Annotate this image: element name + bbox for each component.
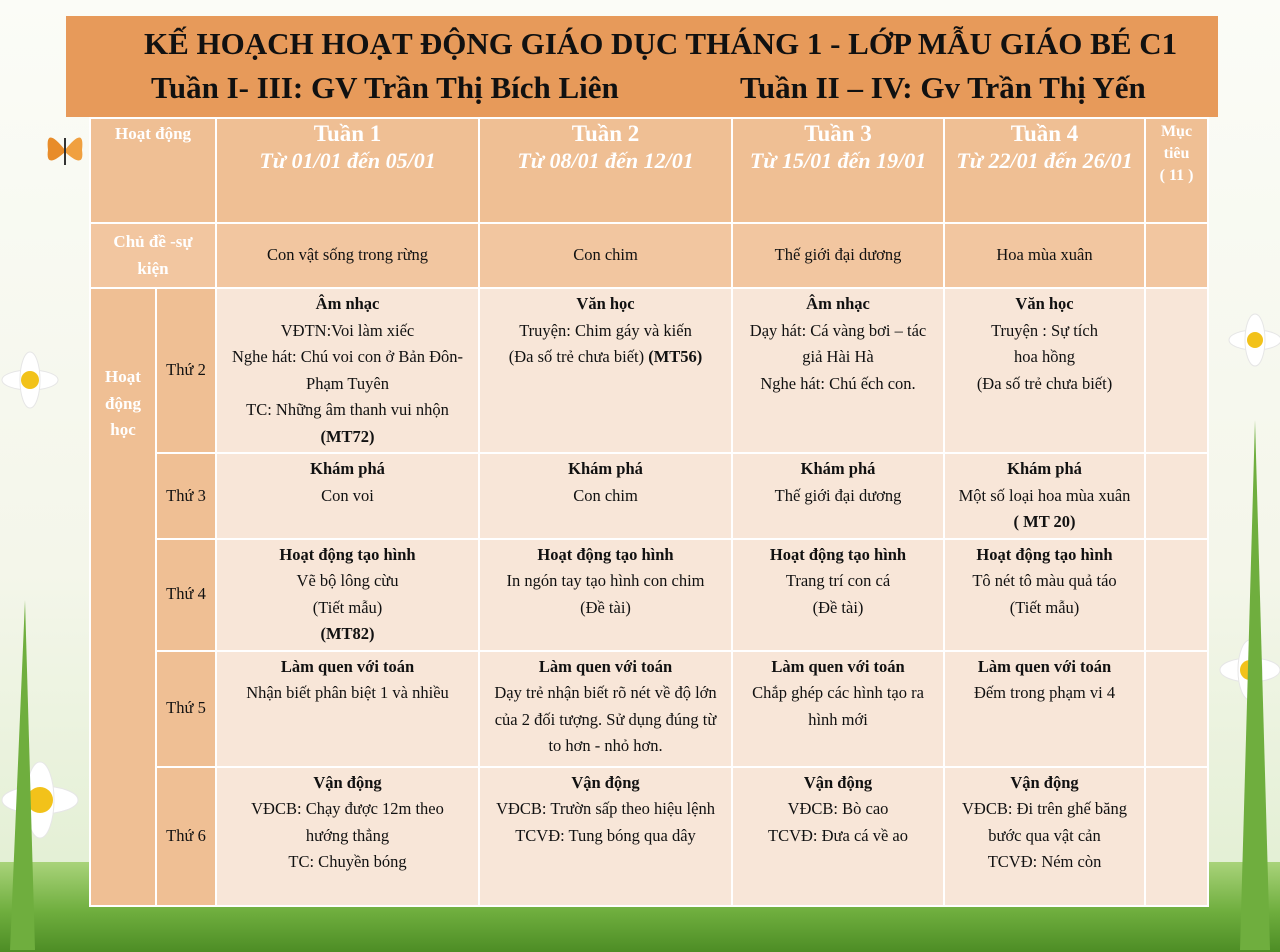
activity-line: Nghe hát: Chú voi con ở Bản Đôn- xyxy=(232,347,463,366)
activity-plan-table xyxy=(89,117,1209,907)
activity-cell xyxy=(216,539,479,651)
activity-line: TC: Những âm thanh vui nhộn xyxy=(246,400,449,419)
activity-line: Vẽ bộ lông cừu xyxy=(296,571,399,590)
group-label-line: Hoạt xyxy=(105,367,141,386)
activity-cell xyxy=(479,767,732,906)
activity-subject: Hoạt động tạo hình xyxy=(769,544,907,564)
day-row xyxy=(90,539,1208,651)
day-row xyxy=(90,453,1208,539)
day-row xyxy=(90,288,1208,453)
activity-subject: Vận động xyxy=(803,772,873,792)
week-header xyxy=(479,118,732,223)
topic-row xyxy=(90,223,1208,288)
activity-line: Con chim xyxy=(573,485,638,505)
butterfly-icon xyxy=(40,120,90,180)
activity-cell xyxy=(944,539,1145,651)
goal-cell xyxy=(1145,288,1208,453)
goal-header-line: tiêu xyxy=(1163,145,1190,162)
activity-cell xyxy=(732,651,944,767)
goal-code: ( MT 20) xyxy=(1013,512,1076,531)
activity-line: Một số loại hoa mùa xuân xyxy=(958,485,1131,505)
activity-subject: Văn học xyxy=(1015,294,1074,313)
activity-cell xyxy=(216,453,479,539)
activity-line: Đếm trong phạm vi 4 xyxy=(973,683,1116,702)
week-name: Tuần 2 xyxy=(571,121,640,146)
week-header xyxy=(216,118,479,223)
activity-subject: Khám phá xyxy=(1007,459,1082,478)
activity-line: VĐCB: Trườn sấp theo hiệu lệnh xyxy=(496,799,715,818)
activity-subject: Làm quen với toán xyxy=(771,656,905,676)
week-name: Tuần 3 xyxy=(804,121,872,146)
activity-line: Nhận biết phân biệt 1 và nhiều xyxy=(246,683,449,702)
activity-line: hoa hồng xyxy=(1014,347,1075,366)
activity-cell xyxy=(944,767,1145,906)
activity-subject: Vận động xyxy=(1010,772,1079,792)
activity-subject: Khám phá xyxy=(310,459,385,478)
activity-cell xyxy=(944,453,1145,539)
day-label: Thứ 5 xyxy=(156,651,216,767)
activity-line: VĐCB: Đi trên ghế băng xyxy=(962,799,1127,818)
goal-cell xyxy=(1145,453,1208,539)
week-range: Từ 15/01 đến 19/01 xyxy=(749,147,927,173)
activity-cell xyxy=(732,453,944,539)
group-label-line: học xyxy=(110,420,136,439)
week-header xyxy=(944,118,1145,223)
activity-line: Truyện : Sự tích xyxy=(991,320,1098,340)
topic-label xyxy=(90,223,216,288)
day-label: Thứ 3 xyxy=(156,453,216,539)
activity-subject: Làm quen với toán xyxy=(280,656,415,676)
topic-cell: Thế giới đại dương xyxy=(732,223,944,288)
teacher-weeks-2-4: Tuần II – IV: Gv Trần Thị Yến xyxy=(740,70,1146,105)
activity-cell xyxy=(944,651,1145,767)
activity-line: Dạy hát: Cá vàng bơi – tác xyxy=(749,320,927,340)
goal-code: (MT72) xyxy=(320,426,375,446)
week-range: Từ 08/01 đến 12/01 xyxy=(517,147,694,173)
week-name: Tuần 1 xyxy=(313,121,382,146)
teacher-weeks-1-3: Tuần I- III: GV Trần Thị Bích Liên xyxy=(151,70,619,105)
topic-cell: Hoa mùa xuân xyxy=(944,223,1145,288)
activity-cell xyxy=(732,288,944,453)
topic-label-line: Chủ đề -sự xyxy=(113,232,193,251)
activity-line: (Đề tài) xyxy=(812,597,864,617)
plan-title: KẾ HOẠCH HOẠT ĐỘNG GIÁO DỤC THÁNG 1 - LỚP MẪU GIÁO BÉ C1 xyxy=(144,26,1178,61)
goal-header-line: Mục xyxy=(1160,123,1193,140)
activity-line: của 2 đối tượng. Sử dụng đúng từ xyxy=(494,709,717,729)
activity-header: Hoạt động xyxy=(90,118,216,223)
activity-subject: Vận động xyxy=(571,772,640,792)
daisy-flowers-left xyxy=(0,300,95,950)
activity-line: TC: Chuyền bóng xyxy=(288,852,407,871)
activity-subject: Hoạt động tạo hình xyxy=(976,544,1113,564)
activity-cell xyxy=(944,288,1145,453)
week-name: Tuần 4 xyxy=(1010,121,1079,146)
group-label xyxy=(90,288,156,906)
activity-line: (Đa số trẻ chưa biết) xyxy=(976,373,1113,393)
title-banner xyxy=(66,16,1218,117)
activity-line: to hơn - nhỏ hơn. xyxy=(548,736,663,755)
activity-line: Truyện: Chim gáy và kiến xyxy=(519,320,692,340)
day-row xyxy=(90,767,1208,906)
activity-cell xyxy=(216,651,479,767)
activity-line: Trang trí con cá xyxy=(785,571,891,590)
activity-line: Tô nét tô màu quả táo xyxy=(972,571,1117,590)
activity-line: Phạm Tuyên xyxy=(306,373,389,393)
activity-subject: Làm quen với toán xyxy=(538,656,673,676)
header-row xyxy=(90,118,1208,223)
activity-line: Thế giới đại dương xyxy=(774,485,902,505)
topic-label-line: kiện xyxy=(137,258,169,278)
activity-line: Nghe hát: Chú ếch con. xyxy=(760,373,916,393)
activity-subject: Âm nhạc xyxy=(806,294,870,313)
activity-line: TCVĐ: Đưa cá về ao xyxy=(768,825,908,845)
goal-cell xyxy=(1145,651,1208,767)
activity-line: (Đa số trẻ chưa biết) xyxy=(508,347,645,366)
day-label: Thứ 2 xyxy=(156,288,216,453)
topic-cell: Con vật sống trong rừng xyxy=(216,223,479,288)
activity-subject: Khám phá xyxy=(568,459,643,478)
activity-subject: Âm nhạc xyxy=(315,294,380,313)
activity-line: VĐCB: Chạy được 12m theo xyxy=(251,799,444,818)
day-label: Thứ 4 xyxy=(156,539,216,651)
activity-cell xyxy=(479,453,732,539)
goal-header-line: ( 11 ) xyxy=(1159,167,1194,184)
activity-line: (Đề tài) xyxy=(580,597,631,617)
goal-cell xyxy=(1145,767,1208,906)
week-range: Từ 01/01 đến 05/01 xyxy=(259,147,436,173)
activity-line: VĐCB: Bò cao xyxy=(787,799,889,818)
group-label-line: động xyxy=(105,393,141,413)
activity-line: Dạy trẻ nhận biết rõ nét về độ lớn xyxy=(494,683,717,702)
activity-line: hướng thẳng xyxy=(305,825,390,845)
day-label: Thứ 6 xyxy=(156,767,216,906)
activity-line: TCVĐ: Ném còn xyxy=(987,852,1102,871)
activity-line: VĐTN:Voi làm xiếc xyxy=(280,320,415,340)
week-range: Từ 22/01 đến 26/01 xyxy=(956,147,1133,173)
activity-line: Con voi xyxy=(321,485,374,505)
activity-line: In ngón tay tạo hình con chim xyxy=(506,571,705,590)
activity-line: giả Hài Hà xyxy=(802,347,874,366)
week-header xyxy=(732,118,944,223)
activity-cell xyxy=(216,767,479,906)
activity-line: (Tiết mẫu) xyxy=(312,597,383,617)
activity-cell xyxy=(479,651,732,767)
goal-cell xyxy=(1145,539,1208,651)
goal-code: (MT56) xyxy=(648,347,703,366)
goal-cell xyxy=(1145,223,1208,288)
activity-subject: Làm quen với toán xyxy=(977,656,1112,676)
activity-line: hình mới xyxy=(808,709,868,729)
day-row xyxy=(90,651,1208,767)
activity-subject: Vận động xyxy=(313,772,382,792)
activity-cell xyxy=(216,288,479,453)
goal-code: (MT82) xyxy=(320,624,375,643)
activity-subject: Khám phá xyxy=(800,459,876,478)
activity-line: (Tiết mẫu) xyxy=(1009,597,1080,617)
activity-subject: Hoạt động tạo hình xyxy=(537,544,674,564)
goal-header xyxy=(1145,118,1208,223)
activity-line: TCVĐ: Tung bóng qua dây xyxy=(515,825,696,845)
daisy-flowers-right xyxy=(1200,220,1280,950)
activity-subject: Hoạt động tạo hình xyxy=(279,544,416,564)
topic-cell: Con chim xyxy=(479,223,732,288)
activity-subject: Văn học xyxy=(576,294,635,313)
activity-line: Chắp ghép các hình tạo ra xyxy=(752,683,924,702)
activity-line: bước qua vật cản xyxy=(988,825,1101,845)
activity-cell xyxy=(732,539,944,651)
activity-cell xyxy=(479,539,732,651)
activity-cell xyxy=(479,288,732,453)
activity-cell xyxy=(732,767,944,906)
